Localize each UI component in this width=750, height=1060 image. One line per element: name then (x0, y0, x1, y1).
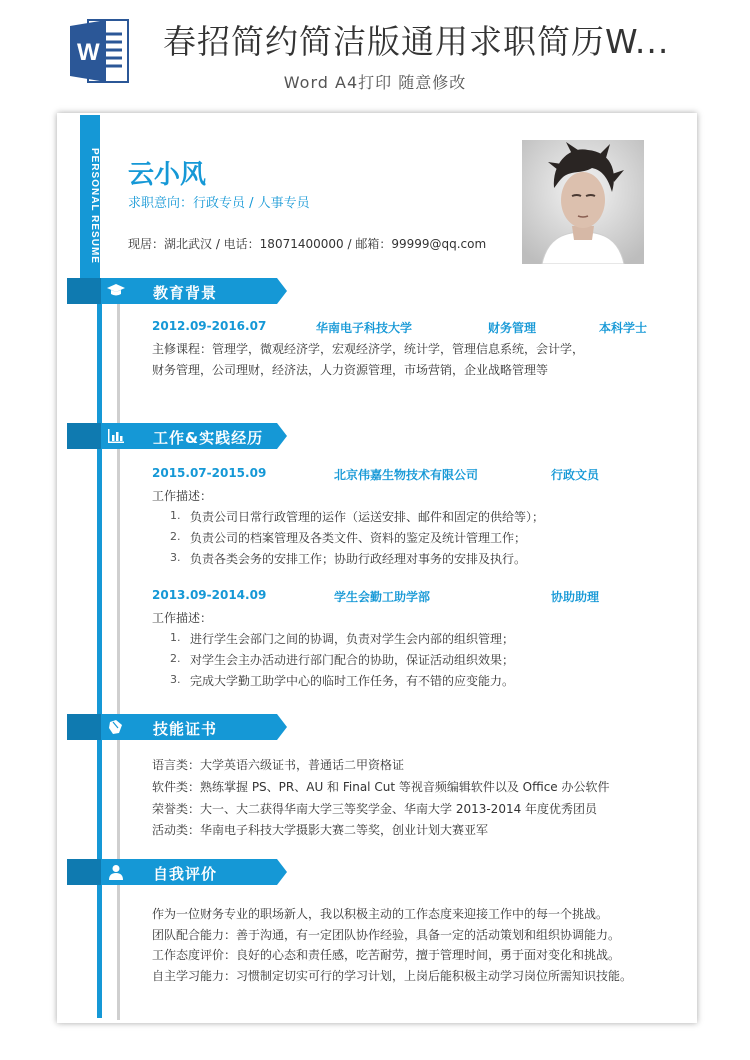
list-number: 1. (170, 631, 181, 644)
edu-courses-line2: 财务管理，公司理财，经济法，人力资源管理，市场营销，企业战略管理等 (152, 363, 549, 377)
job-objective: 求职意向：行政专员 / 人事专员 (128, 196, 310, 211)
skill-line: 荣誉类：大一、大二获得华南大学三等奖学金、华南大学 2013-2014 年度优秀团员 (152, 802, 598, 816)
edu-school: 华南电子科技大学 (316, 321, 413, 335)
list-item: 完成大学勤工助学中心的临时工作任务，有不错的应变能力。 (190, 674, 515, 688)
self-eval-line: 工作态度评价：良好的心态和责任感，吃苦耐劳，擅于管理时间，勇于面对变化和挑战。 (152, 948, 621, 962)
list-item: 负责公司的档案管理及各类文件、资料的鉴定及统计管理工作； (190, 531, 527, 545)
person-icon (107, 864, 125, 880)
list-number: 3. (170, 551, 181, 564)
edu-date: 2012.09-2016.07 (152, 319, 267, 333)
job-role: 行政文员 (551, 468, 600, 482)
contact-info: 现居：湖北武汉 / 电话：18071400000 / 邮箱：99999@qq.com (128, 237, 487, 251)
candidate-name: 云小风 (128, 160, 207, 190)
job-desc-label: 工作描述： (152, 611, 213, 625)
job-org: 学生会勤工助学部 (334, 590, 431, 604)
list-item: 进行学生会部门之间的协调，负责对学生会内部的组织管理； (190, 632, 515, 646)
edu-major: 财务管理 (488, 321, 537, 335)
timeline-line-gray (117, 280, 120, 1020)
self-eval-line: 自主学习能力：习惯制定切实可行的学习计划，上岗后能积极主动学习岗位所需知识技能。 (152, 969, 633, 983)
section-header-skills (67, 714, 287, 740)
job-org: 北京伟嘉生物技术有限公司 (334, 468, 479, 482)
section-title: 自我评价 (153, 865, 218, 883)
side-label: PERSONAL RESUME (89, 148, 100, 264)
section-title: 技能证书 (153, 720, 218, 738)
skill-line: 活动类：华南电子科技大学摄影大赛二等奖，创业计划大赛亚军 (152, 823, 489, 837)
list-number: 2. (170, 530, 181, 543)
skill-line: 语言类：大学英语六级证书，普通话二甲资格证 (152, 758, 405, 772)
list-number: 3. (170, 673, 181, 686)
bar-chart-icon (107, 428, 125, 444)
section-title: 教育背景 (153, 284, 218, 302)
skill-line: 软件类：熟练掌握 PS、PR、AU 和 Final Cut 等视音频编辑软件以及 Office 办公软件 (152, 780, 610, 794)
section-header-self-eval (67, 859, 287, 885)
section-header-work (67, 423, 287, 449)
section-title: 工作&实践经历 (153, 429, 264, 447)
portrait-image (522, 140, 644, 264)
banner (0, 0, 750, 100)
job-date: 2015.07-2015.09 (152, 466, 267, 480)
timeline-line (97, 278, 102, 1018)
job-desc-label: 工作描述： (152, 489, 213, 503)
graduation-cap-icon (107, 283, 125, 299)
self-eval-line: 作为一位财务专业的职场新人，我以积极主动的工作态度来迎接工作中的每一个挑战。 (152, 907, 609, 921)
edu-courses-line1: 主修课程：管理学，微观经济学，宏观经济学，统计学，管理信息系统，会计学， (152, 342, 585, 356)
banner-title: 春招简约简洁版通用求职简历W... (163, 22, 670, 61)
banner-subtitle: Word A4打印 随意修改 (283, 73, 467, 92)
section-header-education (67, 278, 287, 304)
list-item: 对学生会主办活动进行部门配合的协助，保证活动组织效果； (190, 653, 515, 667)
list-number: 1. (170, 509, 181, 522)
edu-degree: 本科学士 (599, 321, 648, 335)
list-item: 负责公司日常行政管理的运作（运送安排、邮件和固定的供给等）； (190, 510, 545, 524)
mouse-icon (107, 719, 125, 735)
list-item: 负责各类会务的安排工作；协助行政经理对事务的安排及执行。 (190, 552, 527, 566)
job-role: 协助助理 (551, 590, 600, 604)
job-date: 2013.09-2014.09 (152, 588, 267, 602)
profile-photo (522, 140, 644, 264)
self-eval-line: 团队配合能力：善于沟通，有一定团队协作经验，具备一定的活动策划和组织协调能力。 (152, 928, 621, 942)
list-number: 2. (170, 652, 181, 665)
svg-text:W: W (77, 39, 100, 66)
